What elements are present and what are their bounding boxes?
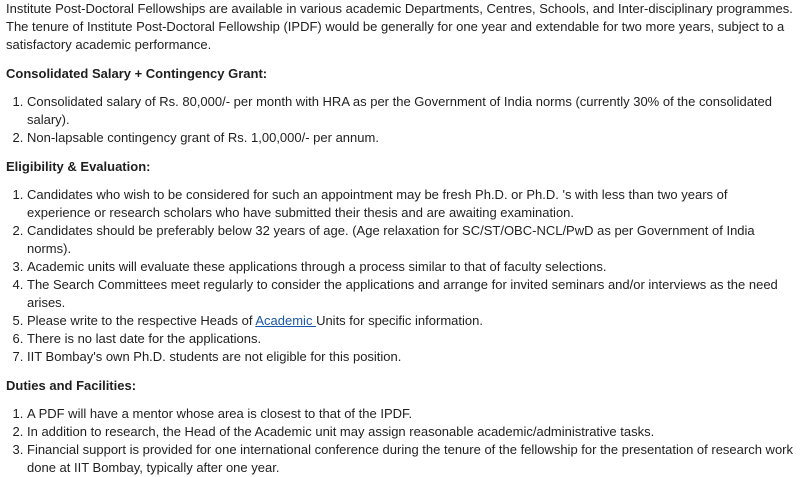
list-item [27, 312, 794, 330]
item-text: Please write to the respective Heads of [27, 313, 256, 328]
eligibility-heading: Eligibility & Evaluation: [6, 159, 151, 174]
salary-heading: Consolidated Salary + Contingency Grant: [6, 66, 268, 81]
intro-paragraph: Institute Post-Doctoral Fellowships are available in various academic Departments, Centres, Schools, and Inter-disciplinary programmes. The tenure of Institute Post-Doctoral Fellowship (IPDF) would be generally for one year and extendable for two more years, subject to a satisfactory academic performance. [6, 1, 793, 52]
list-item: 7. IIT Bombay's own Ph.D. students are not eligible for this position. [27, 348, 794, 366]
duties-heading: Duties and Facilities: [6, 378, 137, 393]
item-text: Units for specific information. [316, 313, 483, 328]
list-item: 3. Academic units will evaluate these applications through a process similar to that of faculty selections. [27, 258, 794, 276]
academic-units-link[interactable]: Academic [255, 313, 317, 328]
list-item: 3. Financial support is provided for one international conference during the tenure of the fellowship for the presentation of research work done at IIT Bombay, typically after one year. [27, 441, 794, 477]
duties-list [6, 405, 794, 477]
list-item: 1. Candidates who wish to be considered for such an appointment may be fresh Ph.D. or Ph.D. 's with less than two years of experience or research scholars who have submitted their thesis and are awaiting examination. [27, 186, 794, 222]
list-item: 2. In addition to research, the Head of the Academic unit may assign reasonable academic/administrative tasks. [27, 423, 794, 441]
list-item: 2. Non-lapsable contingency grant of Rs. 1,00,000/- per annum. [27, 129, 794, 147]
list-item: 2. Candidates should be preferably below 32 years of age. (Age relaxation for SC/ST/OBC-NCL/PwD as per Government of India norms). [27, 222, 794, 258]
list-item: 4. The Search Committees meet regularly to consider the applications and arrange for invited seminars and/or interviews as the need arises. [27, 276, 794, 312]
list-item: 1. Consolidated salary of Rs. 80,000/- per month with HRA as per the Government of India norms (currently 30% of the consolidated salary). [27, 93, 794, 129]
list-item: 1. A PDF will have a mentor whose area is closest to that of the IPDF. [27, 405, 794, 423]
salary-list [6, 93, 794, 147]
list-item: 6. There is no last date for the applications. [27, 330, 794, 348]
eligibility-list [6, 186, 794, 366]
